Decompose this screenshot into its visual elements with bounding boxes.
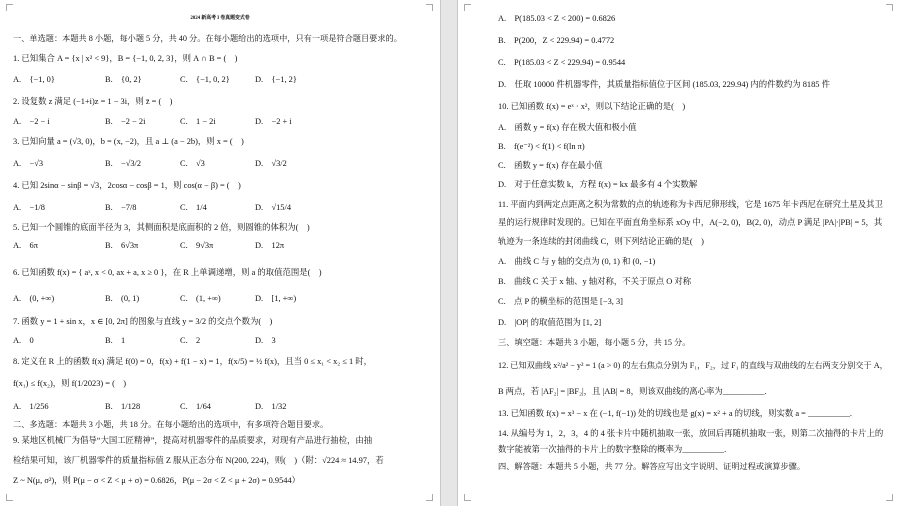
- q11-option-d: D. |OP| 的取值范围为 [1, 2]: [498, 318, 602, 327]
- question-12-line-2: B 两点，若 |AF₂| = |BF₂|，且 |AB| = 8，则该双曲线的离心率为__________.: [498, 387, 767, 396]
- q4-option-a: A. −1/8: [13, 203, 45, 212]
- q11-option-c: C. 点 P 的横坐标的范围是 [−3, 3]: [498, 297, 623, 306]
- q3-option-d: D. √3/2: [255, 159, 287, 168]
- corner-mark: [426, 494, 433, 501]
- page-gap: [440, 0, 458, 506]
- question-9-line-3: Z ~ N(μ, σ²)，则 P(μ − σ < Z < μ + σ) = 0.6826，P(μ − 2σ < Z < μ + 2σ) = 0.9544）: [13, 476, 301, 485]
- q5-option-c: C. 9√3π: [180, 241, 214, 250]
- exam-title: 2024 新高考 I 卷真题变式卷: [190, 16, 250, 21]
- q10-option-b: B. f(e⁻²) < f(1) < f(ln π): [498, 142, 585, 151]
- corner-mark: [426, 4, 433, 11]
- q10-option-c: C. 函数 y = f(x) 存在最小值: [498, 161, 603, 170]
- question-8-line-1: 8. 定义在 R 上的函数 f(x) 满足 f(0) = 0，f(x) + f(1 − x) = 1，f(x/5) = ½ f(x)，且当 0 ≤ x₁ < x₂ ≤ 1 时，: [13, 357, 373, 366]
- q8-option-b: B. 1/128: [105, 402, 141, 411]
- section-heading-3: 三、填空题：本题共 3 小题，每小题 5 分，共 15 分。: [498, 338, 691, 347]
- section-heading-1: 一、单选题：本题共 8 小题，每小题 5 分，共 40 分。在每小题给出的选项中，只有一项是符合题目要求的。: [13, 34, 402, 43]
- q4-option-b: B. −7/8: [105, 203, 137, 212]
- question-9-line-2: 检结果可知，该厂机器零件的质量指标值 Z 服从正态分布 N(200, 224)，则( )（附：√224 ≈ 14.97，若: [13, 456, 384, 465]
- q3-option-a: A. −√3: [13, 159, 44, 168]
- q7-option-b: B. 1: [105, 336, 126, 345]
- corner-mark: [6, 4, 13, 11]
- question-7: 7. 函数 y = 1 + sin x，x ∈ [0, 2π] 的图象与直线 y = 3/2 的交点个数为( ): [13, 317, 273, 326]
- q4-option-d: D. √15/4: [255, 203, 292, 212]
- q2-option-d: D. −2 + i: [255, 117, 292, 126]
- q9-option-a: A. P(185.03 < Z < 200) = 0.6826: [498, 14, 616, 23]
- corner-mark: [464, 4, 471, 11]
- question-4: 4. 已知 2sinα − sinβ = √3，2cosα − cosβ = 1，则 cos(α − β) = ( ): [13, 181, 241, 190]
- question-14-line-2: 数字能被第一次抽得的卡片上的数字整除的概率为__________.: [498, 445, 727, 454]
- q7-option-d: D. 3: [255, 336, 276, 345]
- corner-mark: [886, 4, 893, 11]
- question-3: 3. 已知向量 a = (√3, 0)，b = (x, −2)，且 a ⊥ (a − 2b)，则 x = ( ): [13, 137, 244, 146]
- section-heading-2: 二、多选题：本题共 3 小题，共 18 分。在每小题给出的选项中，有多项符合题目要求。: [13, 420, 329, 429]
- q7-option-c: C. 2: [180, 336, 201, 345]
- q6-option-d: D. [1, +∞): [255, 294, 297, 303]
- question-9-line-1: 9. 某地区机械厂为倡导“大国工匠精神”，提高对机器零件的品质要求，对现有产品进行抽检，由抽: [13, 436, 373, 445]
- question-8-line-2: f(x₁) ≤ f(x₂)，则 f(1/2023) = ( ): [13, 379, 127, 388]
- q5-option-b: B. 6√3π: [105, 241, 139, 250]
- question-11-line-1: 11. 平面内到两定点距离之积为常数的点的轨迹称为卡西尼卵形线，它是 1675 年卡西尼在研究土星及其卫: [498, 200, 883, 209]
- q8-option-c: C. 1/64: [180, 402, 211, 411]
- q8-option-d: D. 1/32: [255, 402, 287, 411]
- q6-option-a: A. (0, +∞): [13, 294, 55, 303]
- q6-option-b: B. (0, 1): [105, 294, 140, 303]
- q3-option-b: B. −√3/2: [105, 159, 142, 168]
- section-heading-4: 四、解答题：本题共 5 小题，共 77 分。解答应写出文字说明、证明过程或演算步骤。: [498, 462, 806, 471]
- question-1: 1. 已知集合 A = {x | x² < 9}，B = {−1, 0, 2, 3}，则 A ∩ B = ( ): [13, 54, 238, 63]
- q9-option-b: B. P(200，Z < 229.94) = 0.4772: [498, 36, 615, 45]
- q2-option-c: C. 1 − 2i: [180, 117, 216, 126]
- q1-option-a: A. {−1, 0}: [13, 75, 55, 84]
- page-right: [458, 0, 900, 506]
- question-10: 10. 已知函数 f(x) = eˣ · x²，则以下结论正确的是( ): [498, 102, 686, 111]
- q5-option-d: D. 12π: [255, 241, 285, 250]
- page-left: [0, 0, 440, 506]
- question-5: 5. 已知一个圆锥的底面半径为 3，其侧面积是底面积的 2 倍，则圆锥的体积为( ): [13, 223, 310, 232]
- q11-option-a: A. 曲线 C 与 y 轴的交点为 (0, 1) 和 (0, −1): [498, 257, 656, 266]
- q1-option-d: D. {−1, 2}: [255, 75, 297, 84]
- corner-mark: [886, 494, 893, 501]
- q9-option-d: D. 任取 10000 件机器零件，其质量指标值位于区间 (185.03, 229.94) 内的件数约为 8185 件: [498, 80, 830, 89]
- q11-option-b: B. 曲线 C 关于 x 轴、y 轴对称，不关于原点 O 对称: [498, 277, 692, 286]
- q5-option-a: A. 6π: [13, 241, 38, 250]
- q7-option-a: A. 0: [13, 336, 34, 345]
- question-14-line-1: 14. 从编号为 1，2，3，4 的 4 张卡片中随机抽取一张，放回后再随机抽取一张，则第二次抽得的卡片上的: [498, 429, 884, 438]
- q2-option-b: B. −2 − 2i: [105, 117, 146, 126]
- q1-option-c: C. {−1, 0, 2}: [180, 75, 230, 84]
- question-2: 2. 设复数 z 满足 (−1+i)z = 1 − 3i，则 z̄ = ( ): [13, 97, 173, 106]
- corner-mark: [464, 494, 471, 501]
- q6-option-c: C. (1, +∞): [180, 294, 221, 303]
- question-11-line-2: 星的运行规律时发现的。已知在平面直角坐标系 xOy 中，A(−2, 0)，B(2, 0)，动点 P 满足 |PA|·|PB| = 5，其: [498, 218, 883, 227]
- q10-option-a: A. 函数 y = f(x) 存在极大值和极小值: [498, 123, 637, 132]
- question-12-line-1: 12. 已知双曲线 x²/a² − y² = 1 (a > 0) 的左右焦点分别为 F₁，F₂，过 F₁ 的直线与双曲线的左右两支分别交于 A，: [498, 361, 888, 370]
- q2-option-a: A. −2 − i: [13, 117, 50, 126]
- question-6: 6. 已知函数 f(x) = { aˣ, x < 0, ax + a, x ≥ 0 }，在 R 上单调递增，则 a 的取值范围是( ): [13, 268, 322, 277]
- q3-option-c: C. √3: [180, 159, 205, 168]
- question-11-line-3: 轨迹为一条连续的封闭曲线 C，则下列结论正确的是( ): [498, 237, 704, 246]
- q1-option-b: B. {0, 2}: [105, 75, 142, 84]
- corner-mark: [6, 494, 13, 501]
- q10-option-d: D. 对于任意实数 k，方程 f(x) = kx 最多有 4 个实数解: [498, 180, 698, 189]
- q4-option-c: C. 1/4: [180, 203, 207, 212]
- q8-option-a: A. 1/256: [13, 402, 49, 411]
- q9-option-c: C. P(185.03 < Z < 229.94) = 0.9544: [498, 58, 626, 67]
- question-13: 13. 已知函数 f(x) = x³ − x 在 (−1, f(−1)) 处的切线也是 g(x) = x² + a 的切线，则实数 a = __________.: [498, 409, 852, 418]
